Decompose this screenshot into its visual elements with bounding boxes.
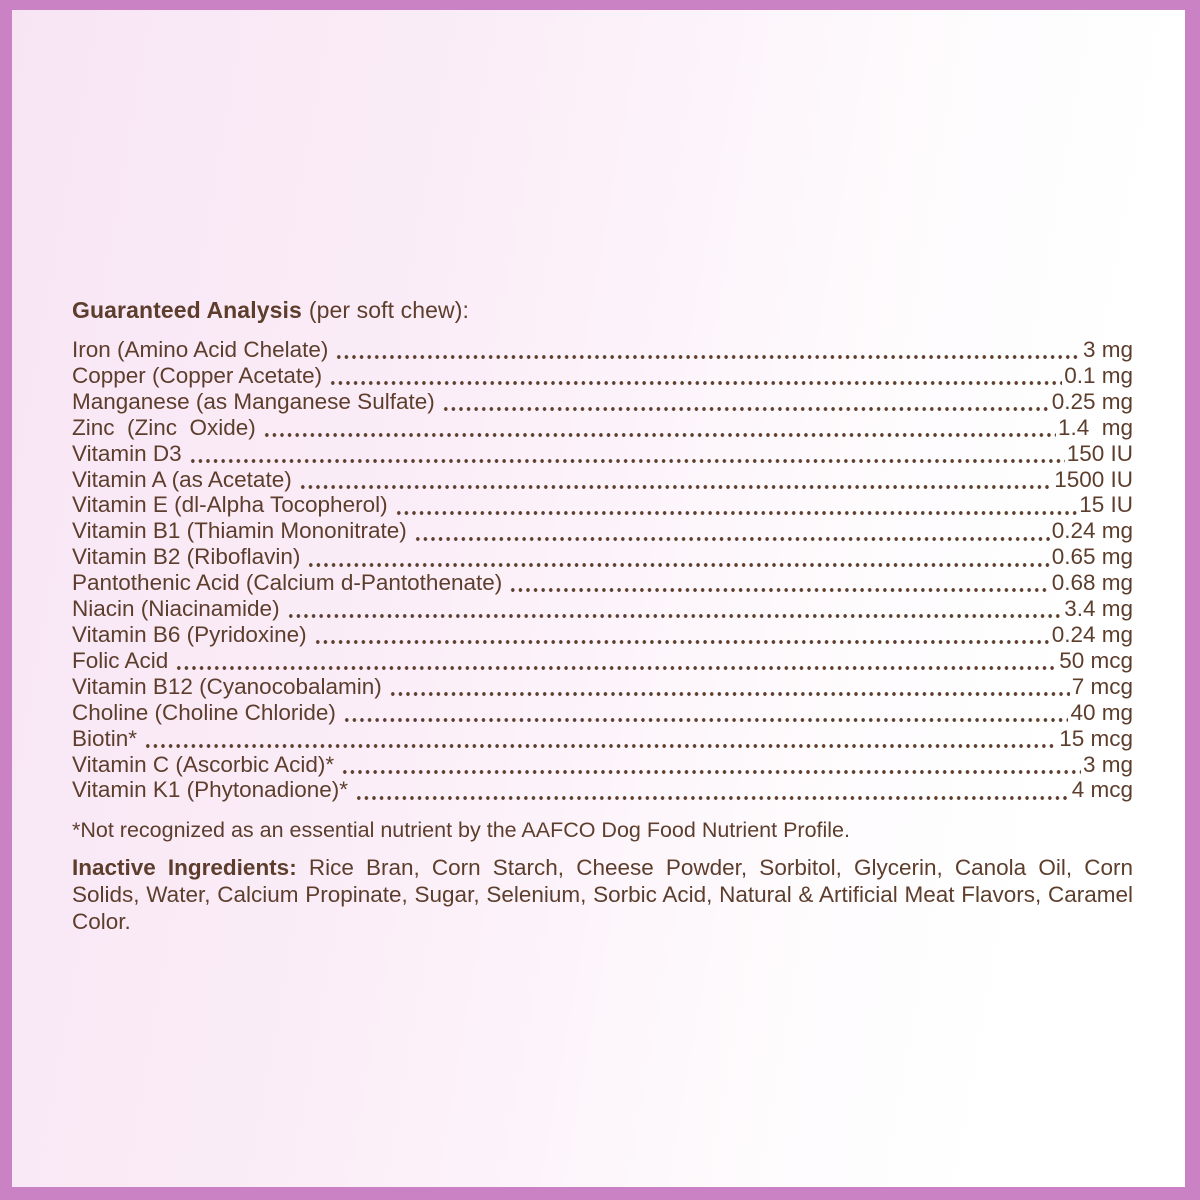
nutrient-value: 4 mcg — [1071, 777, 1133, 803]
dotted-leader — [389, 674, 1070, 700]
dotted-leader — [355, 777, 1070, 803]
nutrient-row — [72, 518, 1133, 544]
nutrient-name: Manganese (as Manganese Sulfate) — [72, 388, 435, 414]
section-title-suffix: (per soft chew): — [308, 297, 469, 323]
nutrient-row — [72, 544, 1133, 570]
nutrient-value: 3 mg — [1082, 337, 1133, 362]
nutrient-name: Vitamin K1 (Phytonadione)* — [72, 777, 348, 803]
nutrient-name: Vitamin B6 (Pyridoxine) — [72, 621, 307, 647]
nutrient-row — [72, 674, 1133, 700]
nutrient-value: 0.1 mg — [1064, 362, 1133, 388]
nutrient-name: Vitamin B12 (Cyanocobalamin) — [72, 673, 382, 699]
nutrient-name: Copper (Copper Acetate) — [72, 362, 323, 388]
nutrient-row — [72, 389, 1133, 415]
aafco-footnote: *Not recognized as an essential nutrient by the AAFCO Dog Food Nutrient Profile. — [72, 818, 850, 843]
nutrient-value: 3.4 mg — [1064, 596, 1133, 622]
nutrient-name: Folic Acid — [72, 647, 169, 673]
nutrient-name: Choline (Choline Chloride) — [72, 699, 336, 725]
nutrient-row — [72, 726, 1133, 752]
inactive-ingredients-label: Inactive Ingredients: — [72, 855, 297, 881]
dotted-leader — [395, 492, 1078, 518]
nutrient-value: 1.4 mg — [1057, 414, 1133, 440]
inactive-ingredients — [72, 854, 1133, 935]
dotted-leader — [341, 752, 1081, 778]
nutrient-value: 0.24 mg — [1051, 518, 1133, 544]
nutrient-row — [72, 570, 1133, 596]
dotted-leader — [175, 648, 1057, 674]
nutrient-row — [72, 467, 1133, 493]
nutrient-name: Iron (Amino Acid Chelate) — [72, 337, 329, 362]
nutrient-row — [72, 363, 1133, 389]
dotted-leader — [335, 337, 1081, 363]
inactive-ingredients-list: Rice Bran, Corn Starch, Cheese Powder, Sorbitol, Glycerin, Canola Oil, Corn Solids, Water, Calcium Propinate, Sugar, Selenium, Sorbic Acid, Natural & Artificial Meat Flavors, Caramel Color. — [72, 855, 1133, 935]
nutrient-value: 7 mcg — [1071, 673, 1133, 699]
nutrient-value: 0.68 mg — [1051, 570, 1133, 596]
nutrient-row — [72, 648, 1133, 674]
dotted-leader — [299, 467, 1052, 493]
nutrient-table — [72, 337, 1133, 803]
nutrient-value: 3 mg — [1082, 751, 1133, 777]
nutrient-row — [72, 777, 1133, 803]
dotted-leader — [442, 389, 1050, 415]
section-title-bold: Guaranteed Analysis — [72, 297, 302, 323]
nutrient-name: Zinc (Zinc Oxide) — [72, 414, 256, 440]
dotted-leader — [263, 415, 1056, 441]
nutrient-row — [72, 441, 1133, 467]
nutrient-value: 15 IU — [1079, 492, 1133, 518]
nutrient-name: Pantothenic Acid (Calcium d-Pantothenate) — [72, 570, 503, 596]
dotted-leader — [314, 622, 1050, 648]
nutrient-row — [72, 337, 1133, 363]
nutrient-row — [72, 752, 1133, 778]
nutrient-value: 50 mcg — [1059, 647, 1133, 673]
nutrient-name: Biotin* — [72, 725, 138, 751]
dotted-leader — [144, 726, 1057, 752]
dotted-leader — [509, 570, 1049, 596]
nutrient-name: Vitamin B1 (Thiamin Mononitrate) — [72, 518, 407, 544]
dotted-leader — [343, 700, 1069, 726]
nutrient-row — [72, 596, 1133, 622]
nutrient-row — [72, 622, 1133, 648]
guaranteed-analysis-panel — [72, 296, 1133, 935]
nutrient-name: Niacin (Niacinamide) — [72, 596, 280, 622]
nutrient-value: 0.25 mg — [1051, 388, 1133, 414]
dotted-leader — [287, 596, 1063, 622]
nutrient-row — [72, 492, 1133, 518]
dotted-leader — [414, 518, 1050, 544]
nutrient-value: 40 mg — [1070, 699, 1133, 725]
dotted-leader — [189, 441, 1065, 467]
nutrient-row — [72, 415, 1133, 441]
nutrient-name: Vitamin B2 (Riboflavin) — [72, 544, 301, 570]
nutrient-value: 1500 IU — [1054, 466, 1133, 492]
nutrient-row — [72, 700, 1133, 726]
nutrient-name: Vitamin D3 — [72, 440, 182, 466]
nutrient-value: 150 IU — [1066, 440, 1133, 466]
nutrient-name: Vitamin E (dl-Alpha Tocopherol) — [72, 492, 388, 518]
section-title — [72, 296, 1133, 324]
nutrient-value: 15 mcg — [1059, 725, 1133, 751]
dotted-leader — [307, 544, 1049, 570]
dotted-leader — [329, 363, 1062, 389]
nutrient-value: 0.24 mg — [1051, 621, 1133, 647]
nutrient-value: 0.65 mg — [1051, 544, 1133, 570]
nutrient-name: Vitamin C (Ascorbic Acid)* — [72, 751, 335, 777]
nutrient-name: Vitamin A (as Acetate) — [72, 466, 292, 492]
